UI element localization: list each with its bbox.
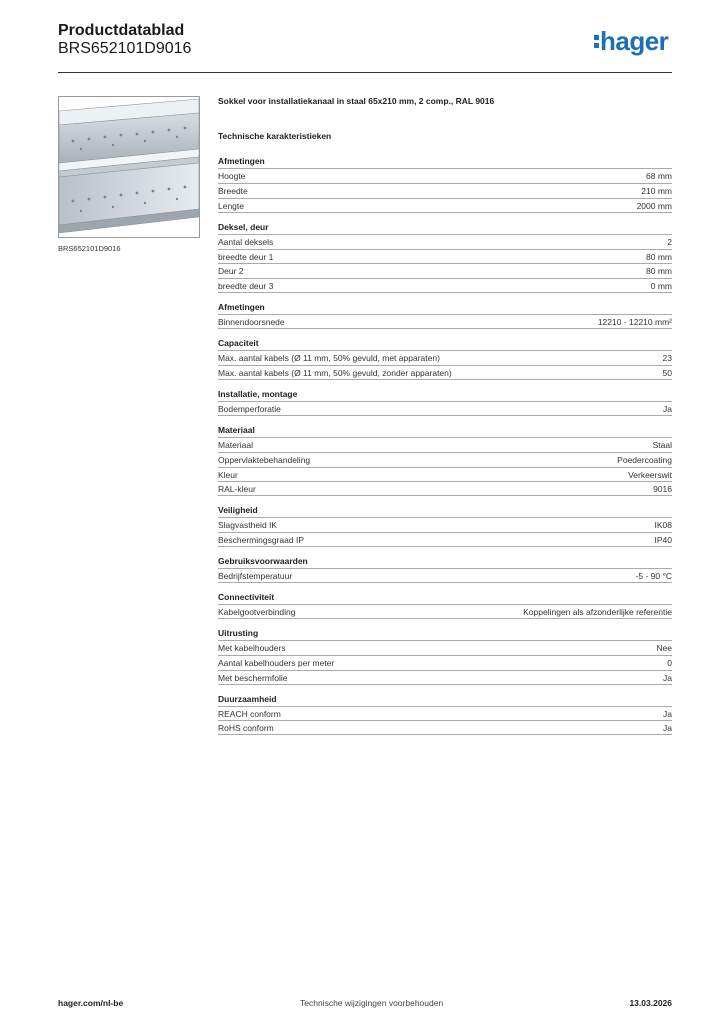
spec-row <box>218 278 672 293</box>
spec-value: 12210 - 12210 mm² <box>597 317 672 328</box>
spec-value: Ja <box>663 708 672 719</box>
spec-row <box>218 350 672 365</box>
section-gap <box>218 496 672 504</box>
image-caption: BRS652101D9016 <box>58 244 121 253</box>
section-title: Veiligheid <box>218 505 258 516</box>
spec-section <box>218 424 672 497</box>
spec-label: Beschermingsgraad IP <box>218 535 304 546</box>
spec-label: Slagvastheid IK <box>218 520 278 531</box>
spec-section <box>218 504 672 547</box>
spec-section <box>218 301 672 329</box>
logo-text: hager <box>600 26 669 56</box>
spec-label: Lengte <box>218 200 244 211</box>
spec-value: 0 mm <box>650 281 672 292</box>
section-title: Uitrusting <box>218 627 259 638</box>
spec-label: breedte deur 1 <box>218 251 274 262</box>
spec-value: Ja <box>663 672 672 683</box>
section-rows <box>218 604 672 619</box>
spec-row <box>218 655 672 670</box>
spec-value: IK08 <box>654 520 672 531</box>
spec-value: 68 mm <box>646 171 672 181</box>
spec-label: Aantal kabelhouders per meter <box>218 657 335 668</box>
spec-section <box>218 337 672 380</box>
spec-value: 80 mm <box>646 251 672 262</box>
section-rows <box>218 517 672 547</box>
section-gap <box>218 213 672 221</box>
spec-label: Materiaal <box>218 439 253 450</box>
spec-label: Oppervlaktebehandeling <box>218 454 311 465</box>
spec-value: 9016 <box>653 484 672 495</box>
spec-row <box>218 532 672 547</box>
section-title: Capaciteit <box>218 338 259 349</box>
spec-value: 0 <box>667 657 672 668</box>
section-gap <box>218 583 672 591</box>
spec-label: RAL-kleur <box>218 484 256 495</box>
section-gap <box>218 293 672 301</box>
spec-row <box>218 365 672 380</box>
spec-row <box>218 706 672 721</box>
spec-value: Verkeerswit <box>628 469 672 480</box>
tech-specs-heading: Technische karakteristieken <box>218 131 332 141</box>
spec-row <box>218 720 672 735</box>
product-title: Sokkel voor installatiekanaal in staal 65x210 mm, 2 comp., RAL 9016 <box>218 96 495 106</box>
section-gap <box>218 329 672 337</box>
footer-website: hager.com/nl-be <box>58 998 124 1008</box>
spec-value: 23 <box>662 353 672 364</box>
section-rows <box>218 640 672 685</box>
section-gap <box>218 685 672 693</box>
section-title: Duurzaamheid <box>218 693 277 704</box>
spec-value: -5 - 90 °C <box>635 571 672 582</box>
spec-value: 2000 mm <box>636 200 672 211</box>
section-gap <box>218 416 672 424</box>
section-gap <box>218 380 672 388</box>
spec-label: RoHS conform <box>218 723 274 734</box>
spec-row <box>218 670 672 685</box>
section-gap <box>218 619 672 627</box>
spec-section <box>218 388 672 416</box>
spec-section <box>218 221 672 294</box>
spec-value: Nee <box>656 642 672 653</box>
spec-row <box>218 314 672 329</box>
logo-dots-icon <box>594 35 599 51</box>
section-rows <box>218 234 672 294</box>
spec-label: breedte deur 3 <box>218 281 274 292</box>
spec-label: REACH conform <box>218 708 281 719</box>
spec-section <box>218 555 672 583</box>
spec-row <box>218 198 672 213</box>
spec-value: Koppelingen als afzonderlijke referentie <box>523 607 672 618</box>
spec-row <box>218 604 672 619</box>
section-rows <box>218 568 672 583</box>
section-rows <box>218 350 672 380</box>
spec-section <box>218 693 672 736</box>
spec-table <box>218 155 672 735</box>
section-title: Connectiviteit <box>218 592 275 603</box>
footer-notice: Technische wijzigingen voorbehouden <box>300 998 444 1008</box>
spec-section <box>218 591 672 619</box>
section-rows <box>218 437 672 497</box>
spec-row <box>218 640 672 655</box>
spec-row <box>218 467 672 482</box>
spec-value: 210 mm <box>641 185 672 196</box>
spec-value: Ja <box>663 723 672 734</box>
spec-row <box>218 168 672 183</box>
spec-label: Deur 2 <box>218 266 244 277</box>
spec-row <box>218 183 672 198</box>
spec-label: Kleur <box>218 469 238 480</box>
section-title: Deksel, deur <box>218 221 269 232</box>
section-title: Afmetingen <box>218 156 265 166</box>
header-divider <box>58 72 672 73</box>
spec-label: Breedte <box>218 185 248 196</box>
spec-value: 2 <box>667 236 672 247</box>
spec-label: Max. aantal kabels (Ø 11 mm, 50% gevuld, met apparaten) <box>218 353 440 364</box>
spec-row <box>218 234 672 249</box>
spec-value: IP40 <box>654 535 672 546</box>
section-title: Installatie, montage <box>218 388 298 399</box>
section-gap <box>218 547 672 555</box>
spec-value: Staal <box>652 439 672 450</box>
spec-label: Bedrijfstemperatuur <box>218 571 293 582</box>
spec-label: Aantal deksels <box>218 236 274 247</box>
hager-logo <box>594 26 668 56</box>
section-rows <box>218 314 672 329</box>
spec-label: Bodemperforatie <box>218 403 281 414</box>
section-title: Materiaal <box>218 424 255 435</box>
spec-row <box>218 517 672 532</box>
spec-label: Hoogte <box>218 171 246 181</box>
footer-date: 13.03.2026 <box>629 998 672 1008</box>
spec-row <box>218 481 672 496</box>
section-rows <box>218 706 672 736</box>
spec-value: 50 <box>662 368 672 379</box>
product-code: BRS652101D9016 <box>58 40 192 57</box>
section-rows <box>218 401 672 416</box>
spec-row <box>218 437 672 452</box>
spec-row <box>218 568 672 583</box>
spec-value: 80 mm <box>646 266 672 277</box>
spec-section <box>218 155 672 213</box>
spec-label: Met beschermfolie <box>218 672 288 683</box>
spec-value: Poedercoating <box>617 454 672 465</box>
spec-label: Kabelgootverbinding <box>218 607 296 618</box>
spec-label: Binnendoorsnede <box>218 317 285 328</box>
section-title: Afmetingen <box>218 302 265 313</box>
section-rows <box>218 168 672 213</box>
spec-row <box>218 249 672 264</box>
spec-row <box>218 452 672 467</box>
cable-trunking-illustration <box>59 97 199 237</box>
spec-row <box>218 401 672 416</box>
page-title: Productdatablad <box>58 22 185 39</box>
spec-section <box>218 627 672 685</box>
section-title: Gebruiksvoorwaarden <box>218 556 308 567</box>
spec-row <box>218 263 672 278</box>
product-image <box>58 96 200 238</box>
spec-value: Ja <box>663 403 672 414</box>
spec-label: Max. aantal kabels (Ø 11 mm, 50% gevuld, zonder apparaten) <box>218 368 452 379</box>
spec-label: Met kabelhouders <box>218 642 286 653</box>
